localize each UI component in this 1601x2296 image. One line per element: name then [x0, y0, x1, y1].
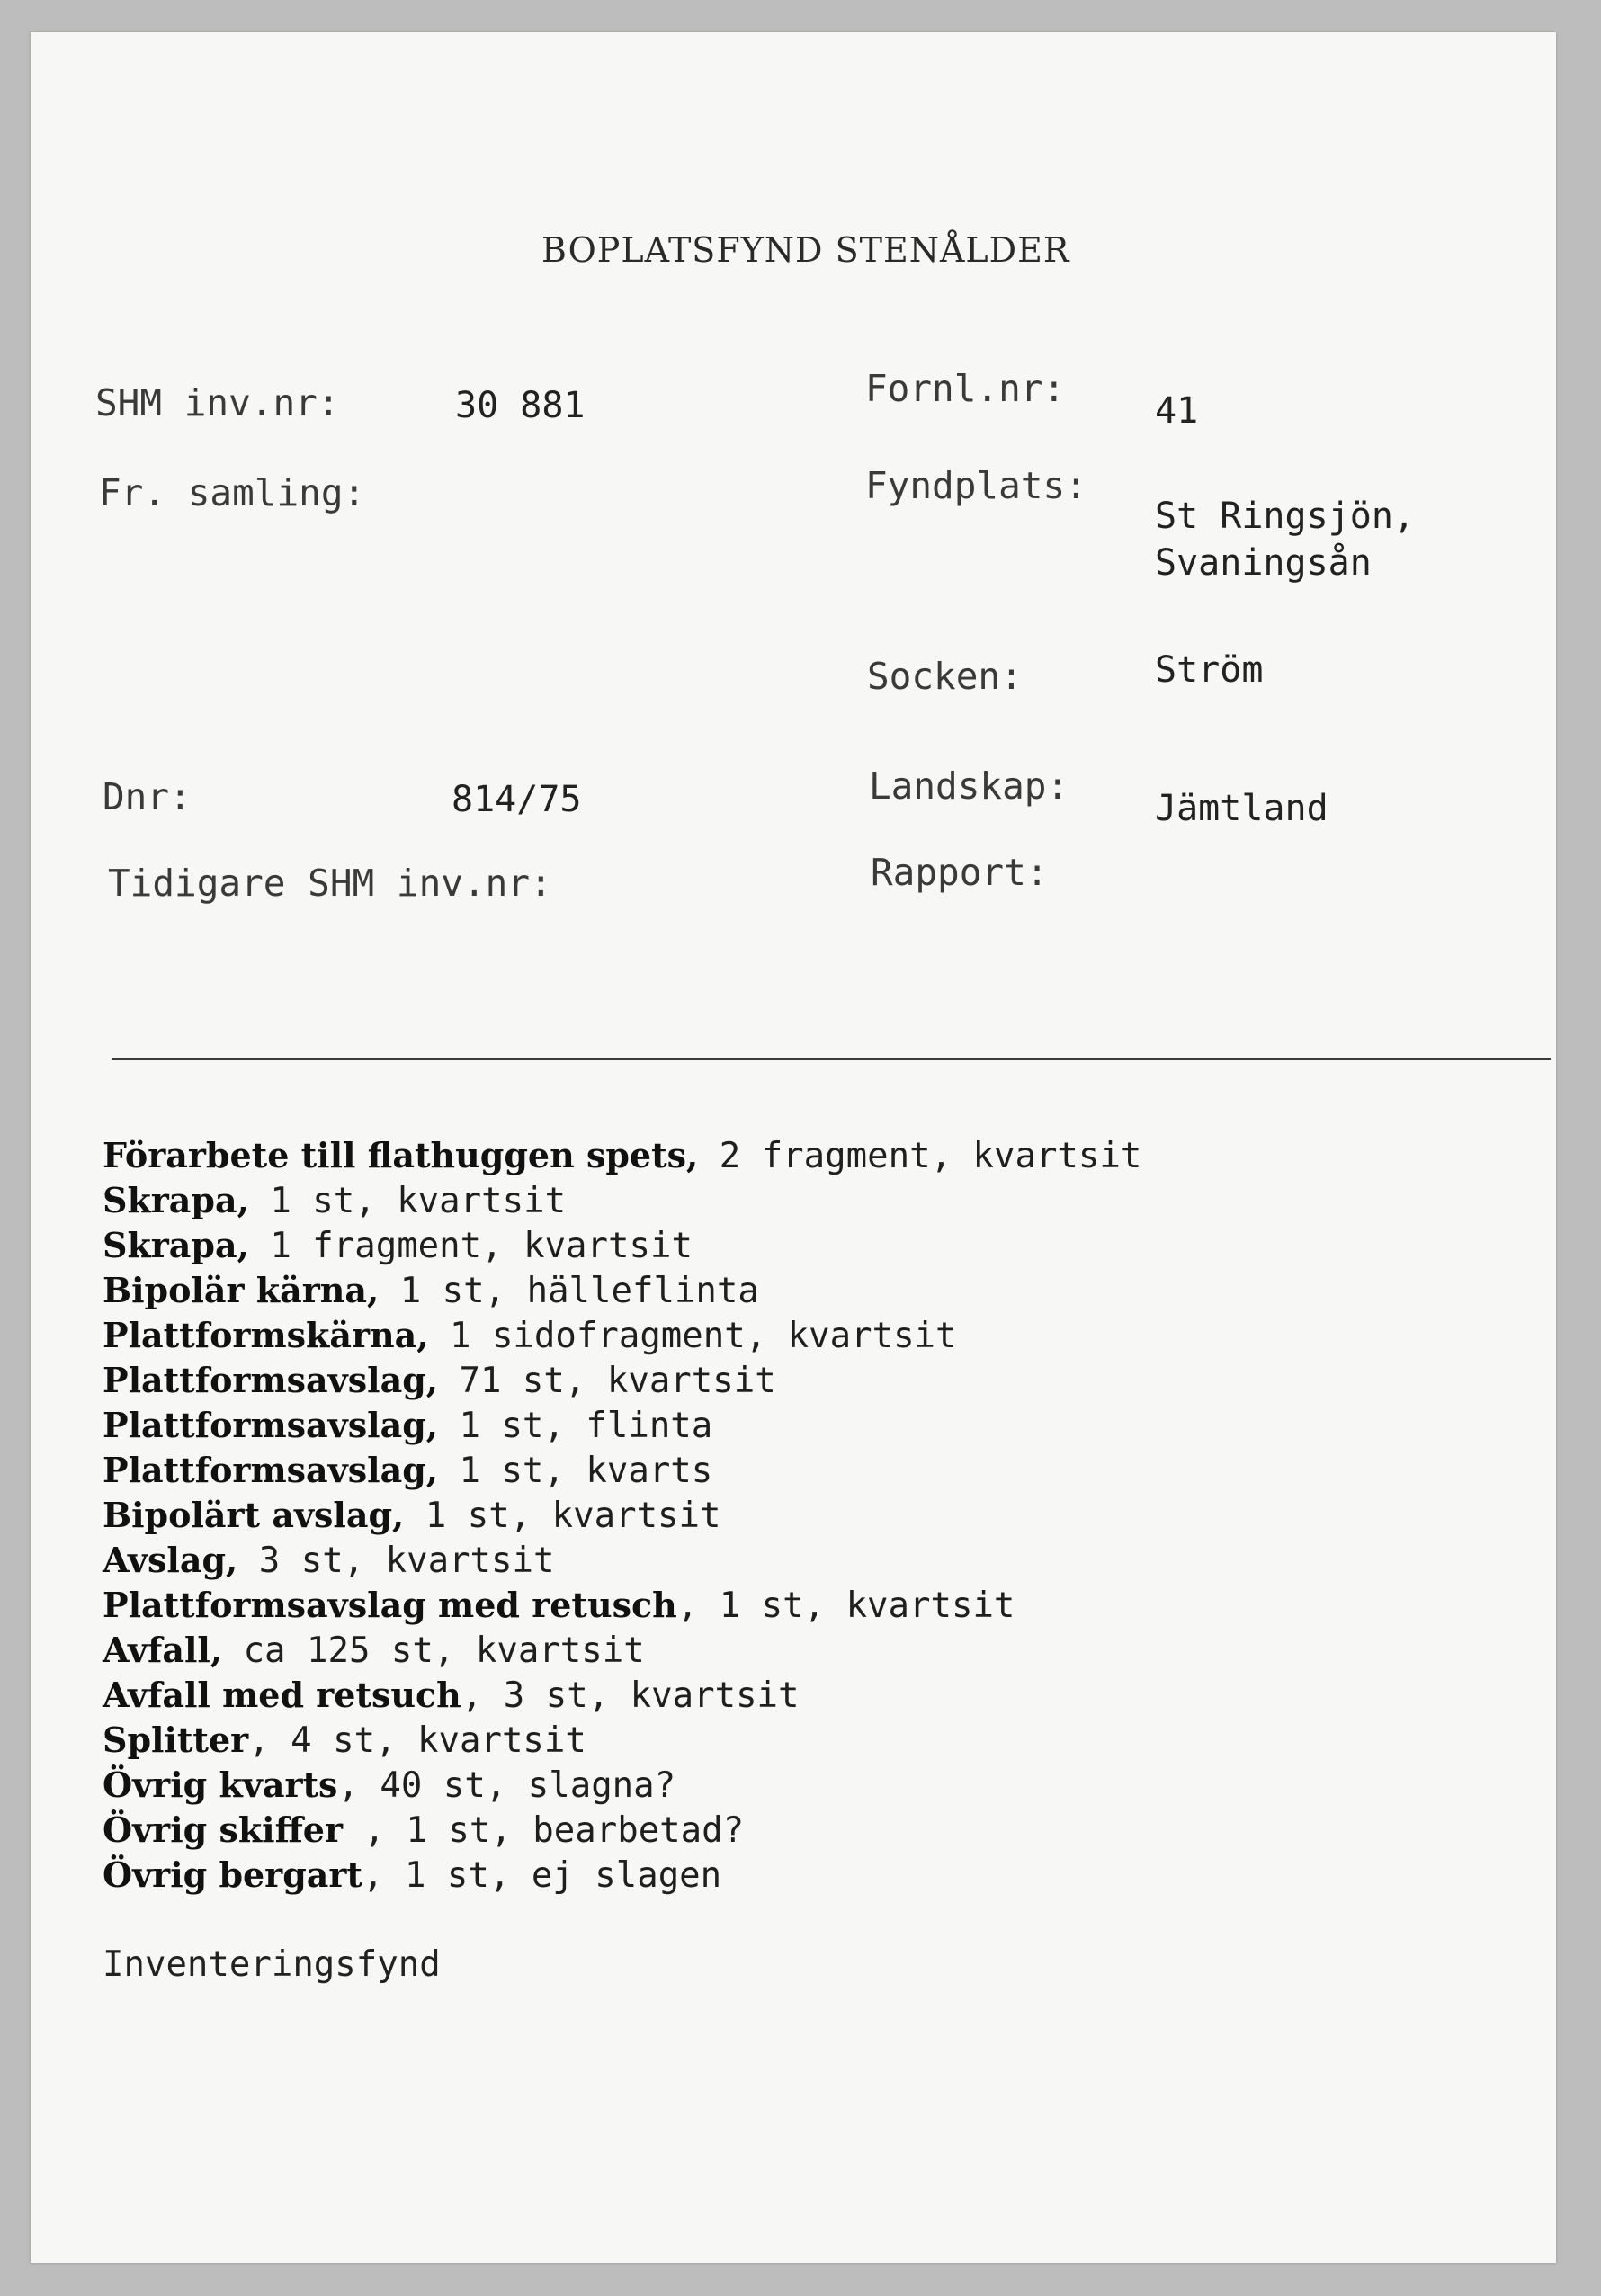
find-item-name: Skrapa, — [103, 1225, 249, 1265]
find-item-detail: , 40 st, slagna? — [337, 1765, 676, 1806]
find-item — [103, 1628, 1141, 1673]
find-item — [103, 1853, 1141, 1898]
section-divider — [112, 1058, 1551, 1060]
find-item-detail: ca 125 st, kvartsit — [222, 1630, 645, 1671]
find-item — [103, 1673, 1141, 1718]
find-item-name: Skrapa, — [103, 1180, 249, 1220]
find-item-name: Plattformsavslag, — [103, 1405, 439, 1445]
find-item-detail: 1 st, flinta — [438, 1406, 713, 1446]
fr-samling-label: Fr. samling: — [99, 471, 366, 514]
find-item-detail: 1 st, kvarts — [438, 1451, 713, 1491]
find-item-detail: 1 st, hälleflinta — [379, 1271, 759, 1311]
document-page — [31, 32, 1556, 2263]
document-title: BOPLATSFYND STENÅLDER — [541, 230, 1070, 270]
find-item-name: Avslag, — [103, 1540, 238, 1580]
footer-note: Inventeringsfynd — [103, 1944, 441, 1985]
find-item — [103, 1448, 1141, 1493]
shm-inv-value: 30 881 — [455, 385, 586, 426]
fornl-value: 41 — [1155, 390, 1199, 432]
socken-label: Socken: — [867, 655, 1023, 698]
find-item — [103, 1313, 1141, 1358]
shm-inv-label: SHM inv.nr: — [95, 381, 340, 424]
find-item — [103, 1223, 1141, 1268]
find-item-detail: 3 st, kvartsit — [237, 1541, 555, 1581]
find-item-name: Avfall, — [103, 1630, 223, 1670]
find-item-detail: , 3 st, kvartsit — [461, 1675, 800, 1716]
find-item-detail: 2 fragment, kvartsit — [698, 1136, 1142, 1176]
find-item-detail: 71 st, kvartsit — [438, 1361, 776, 1401]
find-item-name: Bipolär kärna, — [103, 1270, 380, 1310]
fornl-label: Fornl.nr: — [865, 367, 1066, 410]
find-item-name: Plattformskärna, — [103, 1315, 429, 1355]
dnr-label: Dnr: — [103, 775, 192, 818]
find-item — [103, 1403, 1141, 1448]
find-item-detail: 1 st, kvartsit — [404, 1496, 721, 1536]
find-item — [103, 1718, 1141, 1763]
find-item-detail: , 1 st, bearbetad? — [342, 1810, 745, 1851]
find-item-name: Avfall med retsuch — [103, 1675, 461, 1715]
socken-value: Ström — [1155, 649, 1264, 691]
fyndplats-value-line1: St Ringsjön, — [1155, 496, 1415, 537]
tidigare-shm-inv-label: Tidigare SHM inv.nr: — [108, 862, 552, 905]
find-item-detail: , 4 st, kvartsit — [248, 1720, 586, 1761]
find-list — [103, 1133, 1141, 1898]
find-item-name: Övrig skiffer — [103, 1809, 343, 1850]
find-item — [103, 1358, 1141, 1403]
find-item-name: Plattformsavslag, — [103, 1450, 439, 1490]
find-item-detail: , 1 st, kvartsit — [676, 1586, 1015, 1626]
find-item — [103, 1493, 1141, 1538]
dnr-value: 814/75 — [452, 779, 582, 820]
find-item-name: Bipolärt avslag, — [103, 1495, 405, 1535]
find-item-name: Övrig kvarts — [103, 1764, 338, 1805]
find-item — [103, 1808, 1141, 1853]
find-item-name: Förarbete till flathuggen spets, — [103, 1135, 699, 1175]
find-item-detail: , 1 st, ej slagen — [362, 1855, 722, 1896]
find-item-detail: 1 fragment, kvartsit — [248, 1226, 693, 1266]
find-item-detail: 1 st, kvartsit — [248, 1181, 567, 1221]
rapport-label: Rapport: — [871, 851, 1049, 894]
find-item — [103, 1763, 1141, 1808]
find-item-name: Övrig bergart — [103, 1854, 362, 1895]
find-item — [103, 1538, 1141, 1583]
landskap-label: Landskap: — [869, 764, 1069, 808]
find-item — [103, 1178, 1141, 1223]
find-item-name: Plattformsavslag, — [103, 1360, 439, 1400]
find-item — [103, 1268, 1141, 1313]
landskap-value: Jämtland — [1155, 788, 1328, 829]
find-item-name: Splitter — [103, 1720, 249, 1760]
fyndplats-label: Fyndplats: — [865, 464, 1087, 507]
find-item — [103, 1133, 1141, 1178]
find-item — [103, 1583, 1141, 1628]
find-item-detail: 1 sidofragment, kvartsit — [428, 1316, 957, 1356]
fyndplats-value-line2: Svaningsån — [1155, 542, 1372, 584]
find-item-name: Plattformsavslag med retusch — [103, 1585, 677, 1625]
